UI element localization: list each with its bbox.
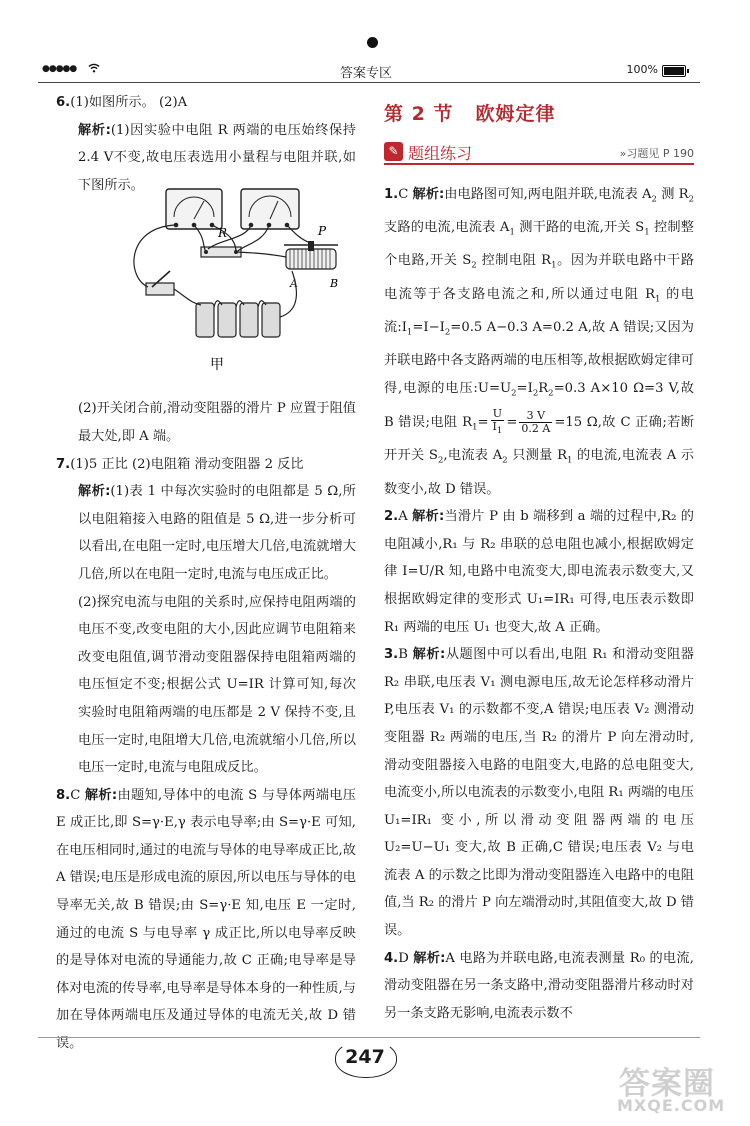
fraction-denominator-text: I [492,420,497,433]
q1-text-2: 测 R [656,187,689,202]
fraction-denominator-2: 0.2 A [521,422,551,436]
q1-sub-11: 2 [532,388,539,399]
q1-text-19: 的电流,电流表 A [572,448,677,464]
q1-answer-text: C [398,187,409,202]
q6-analysis-2: (2)开关闭合前,滑动变阻器的滑片 P 应置于阻值最大处,即 A 端。 [78,401,356,444]
q7-analysis-1-text: (1)表 1 中每次实验时的电阻都是 5 Ω,所以电阻箱接入电路的阻值是 5 Ω,进一步分析可以看出,在电阻一定时,电压增大几倍,电流就增大几倍,所以在电阻一定时,电流与电压成正比。 [78,484,356,582]
practice-underline [384,163,694,165]
q7-answer-text: (1)5 正比 (2)电阻箱 滑动变阻器 2 反比 [70,456,304,472]
q2-answer-text: A [398,509,408,525]
q1-sub-16: 2 [502,455,508,466]
rheostat-icon [286,249,336,269]
watermark-bottom: MXQE.COM [617,1096,726,1115]
right-column [384,181,694,1027]
q7-answer [56,451,356,479]
practice-label: 题组练习 [408,144,473,163]
q2-number: 2. [384,509,399,525]
q1-text-15: = [506,415,518,431]
exercise-reference: »习题见 P 190 [619,147,694,160]
q1-sub-14: 1 [496,426,503,437]
page-frame [38,82,700,1052]
q6-answer [56,89,356,117]
q3-analysis-text: 从题图中可以看出,电阻 R₁ 和滑动变阻器 R₂ 串联,电压表 V₁ 测电源电压,故无论怎样移动滑片 P,电压表 V₁ 的示数都不变,A 错误;电压表 V₂ 测滑动变阻器 R₂ 两端的电压,当 R₂ 的滑片 P 向左滑动时,滑动变阻器接入电路的电阻变大,电路的总电阻变大,电流变小,所以电流表的示数变小,电阻 R₁ 两端的电压 U₁=IR₁ 变小,所以滑动变阻器两端的电压 U₂=U−U₁ 变大,故 B 正确,C 错误;电压表 V₂ 与电流表 A 的示数之比即为滑动变阻器连入电路中的电阻值,当 R₂ 的滑片 P 向左端滑动时,其阻值变大,故 D 错误。 [384,647,694,939]
q4-number: 4. [384,950,399,966]
q3-answer-text: B [398,647,408,663]
q2-analysis-label: 解析: [412,509,445,525]
figure-caption: 甲 [210,357,224,373]
q1-text-5: 控制整个电路,开关 S [384,220,694,269]
q7-number: 7. [56,456,71,472]
q4-analysis-label: 解析: [413,950,446,966]
label-B: B [330,277,338,290]
signal-icon: ●●●●● [42,64,77,74]
q3-number: 3. [384,647,399,663]
q6-answer-text: (1)如图所示。 (2)A [70,95,188,110]
q1-text-11: =I [516,380,533,396]
section-title [384,99,555,126]
q8-analysis-label: 解析: [84,787,118,803]
q1-sub-2: 2 [688,194,694,205]
q1-sub-9: 2 [444,327,451,338]
q8-analysis-text: 由题知,导体中的电流 S 与导体两端电压 E 成正比,即 S=γ·E,γ 表示电导率;由 S=γ·E 可知,在电压相同时,通过的电流与导体的电导率成正比,故 A 错误;电压是形成电流的原因,所以电压与导体的电导率无关,故 B 错误;由 S=γ·E 知,电压 E 一定时,通过的电流 S 与电导率 γ 成正比,所以电导率反映的是导体对电流的导通能力,故 C 正确;电导率是导体对电流的传导率,电导率是导体本身的一种性质,与加在导体两端电压及通过导体的电流无关,故 D 错误。 [56,787,356,1052]
label-R: R [218,226,228,240]
q8-answer-text: C [70,787,81,803]
practice-header [384,141,694,163]
q1-sub-1: 2 [651,194,657,205]
q6-analysis-1-text: (1)因实验中电阻 R 两端的电压始终保持 2.4 V不变,故电压表选用小量程与电阻并联,如下图所示。 [78,122,356,193]
q1-text-7: 。因为并联电路中干路电流等于各支路电流之和,所以通过电阻 R [384,253,694,302]
q1-text-9: =I−I [412,319,445,335]
watermark-logo [615,1058,740,1118]
q1-text-13: =0.3 A×10 Ω=3 V,故 B 错误;电阻 R [384,380,694,431]
q8-answer [56,782,356,1058]
q1-number: 1. [384,187,399,202]
q1-sub-12: 2 [548,388,554,399]
q1-answer [384,181,694,503]
q1-sub-6: 1 [551,261,557,272]
q2-answer [384,503,694,641]
q1-analysis-label: 解析: [412,187,445,202]
q1-sub-10: 2 [511,388,517,399]
fraction-u-over-i [491,408,505,437]
q1-text-14: = [477,415,489,431]
q1-text-3: 支路的电流,电流表 A [384,220,510,236]
battery-percent: 100% [626,63,658,76]
q1-sub-4: 1 [644,227,650,238]
status-bar [38,62,694,82]
q1-text-12: R [538,380,549,396]
circuit-figure [96,187,338,377]
q4-answer-text: D [398,950,409,966]
q1-text-10: =0.5 A−0.3 A=0.2 A,故 A 错误;又因为并联电路中各支路两端的电压相等,故根据欧姆定律可得,电源的电压:U=U [384,319,694,396]
q7-analysis-1 [56,478,356,588]
fraction-values [519,410,552,435]
q2-analysis-text: 当滑片 P 由 b 端移到 a 端的过程中,R₂ 的电阻减小,R₁ 与 R₂ 串联的总电阻也减小,根据欧姆定律 I=U/R 知,电路中电流变大,即电流表示数变大,又根据欧姆定律的变形式 U₁=IR₁ 可得,电压表示数即 R₁ 两端的电压 U₁ 也变大,故 A 正确。 [384,509,694,635]
bottom-rule [38,1037,700,1038]
q3-analysis-label: 解析: [412,647,446,663]
q1-sub-5: 2 [471,261,477,272]
fraction-numerator-2: 3 V [519,410,552,423]
q3-answer [384,641,694,945]
fraction-denominator [491,421,505,437]
q1-sub-3: 1 [509,227,515,238]
q1-text-4: 测干路的电流,开关 S [514,220,645,236]
q1-sub-17: 1 [567,455,573,466]
switch-icon [146,283,174,295]
q1-text-6: 控制电阻 R [476,253,552,269]
q4-analysis-text: A 电路为并联电路,电流表测量 R₀ 的电流,滑动变阻器在另一条支路中,滑动变阻器滑片移动时对另一条支路无影响,电流表示数不 [384,950,694,1021]
page-number: 247 [345,1046,385,1068]
status-title: 答案专区 [339,66,392,81]
q1-sub-7: 1 [655,294,661,305]
q1-text-16: =15 Ω,故 C 正确;若断开开关 S [384,415,694,464]
q6-analysis-label: 解析: [78,122,111,138]
q1-sub-8: 1 [406,327,413,338]
battery-icon [662,65,686,77]
section-name: 欧姆定律 [475,103,556,125]
watermark-top: 答案圈 [619,1066,715,1102]
label-A: A [290,277,298,290]
battery-pack-icon [196,303,280,337]
q1-text-17: ,电流表 A [443,448,503,464]
camera-dot [367,37,378,48]
q4-answer [384,945,694,1028]
q1-sub-13: 1 [472,422,478,433]
q1-text-1: 由电路图可知,两电阻并联,电流表 A [444,187,652,202]
fraction-numerator: U [491,408,505,421]
q1-text-20: 示数变小,故 D 错误。 [384,448,694,497]
q1-text-8: 的电流:I [384,286,694,335]
circuit-drawing [96,187,338,377]
q7-analysis-label: 解析: [78,484,111,500]
section-number: 第 2 节 [384,103,454,125]
label-P: P [318,224,327,238]
q1-sub-15: 2 [437,455,444,466]
q1-text-18: 只测量 R [507,448,568,464]
q8-number: 8. [56,787,71,803]
pencil-icon: ✎ [384,142,403,161]
q7-analysis-2: (2)探究电流与电阻的关系时,应保持电阻两端的电压不变,改变电阻的大小,因此应调节电阻箱来改变电阻值,调节滑动变阻器保持电阻箱两端的电压恒定不变;根据公式 U=IR 计算可知,每次实验时电阻箱两端的电压都是 2 V 保持不变,且电压一定时,电阻增大几倍,电流就缩小几倍,所以电压一定时,电流与电阻成反比。 [78,594,356,776]
q6-number: 6. [56,95,71,110]
